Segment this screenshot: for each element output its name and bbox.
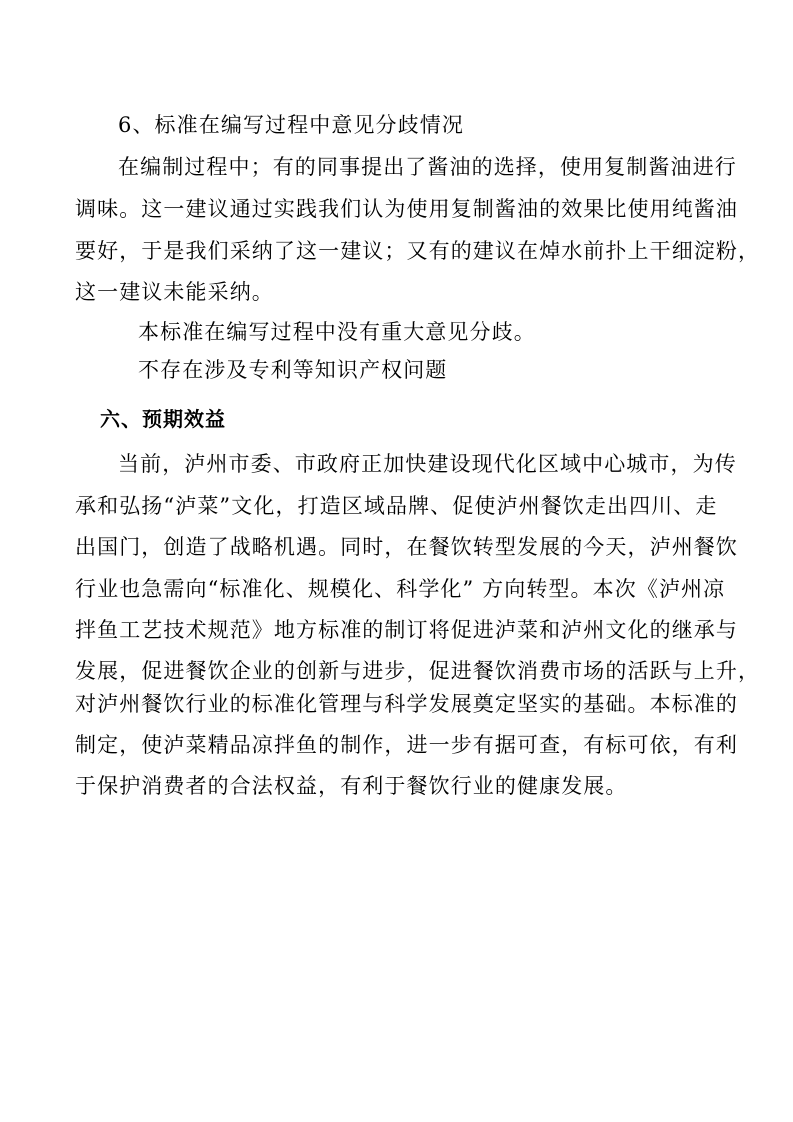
paragraph-line: 拌鱼工艺技术规范》地方标准的制订将促进泸菜和泸州文化的继承与 xyxy=(75,618,738,642)
paragraph-line: 要好，于是我们采纳了这一建议；又有的建议在焯水前扑上干细淀粉， xyxy=(75,239,761,263)
paragraph-line: 对泸州餐饮行业的标准化管理与科学发展奠定坚实的基础。本标准的 xyxy=(75,692,738,716)
paragraph-line: 发展，促进餐饮企业的创新与进步，促进餐饮消费市场的活跃与上升， xyxy=(75,659,761,683)
patent-statement: 不存在涉及专利等知识产权问题 xyxy=(138,358,448,382)
section-6-title: 6、标准在编写过程中意见分歧情况 xyxy=(118,113,464,137)
no-disagreement-statement: 本标准在编写过程中没有重大意见分歧。 xyxy=(138,320,536,344)
paragraph-line: 调味。这一建议通过实践我们认为使用复制酱油的效果比使用纯酱油 xyxy=(75,197,738,221)
paragraph-line: 这一建议未能采纳。 xyxy=(75,280,274,304)
paragraph-line: 承和弘扬“泸菜”文化，打造区域品牌、促使泸州餐饮走出四川、走 xyxy=(75,494,718,518)
paragraph-line: 制定，使泸菜精品凉拌鱼的制作，进一步有据可查，有标可依，有利 xyxy=(75,733,738,757)
paragraph-line: 于保护消费者的合法权益，有利于餐饮行业的健康发展。 xyxy=(75,774,628,798)
section-six-heading: 六、预期效益 xyxy=(100,407,226,431)
paragraph-line: 在编制过程中；有的同事提出了酱油的选择，使用复制酱油进行 xyxy=(118,155,737,179)
paragraph-line: 行业也急需向“标准化、规模化、科学化” 方向转型。本次《泸州凉 xyxy=(75,577,726,601)
paragraph-line: 当前，泸州市委、市政府正加快建设现代化区域中心城市，为传 xyxy=(118,452,737,476)
paragraph-line: 出国门，创造了战略机遇。同时，在餐饮转型发展的今天，泸州餐饮 xyxy=(75,535,738,559)
